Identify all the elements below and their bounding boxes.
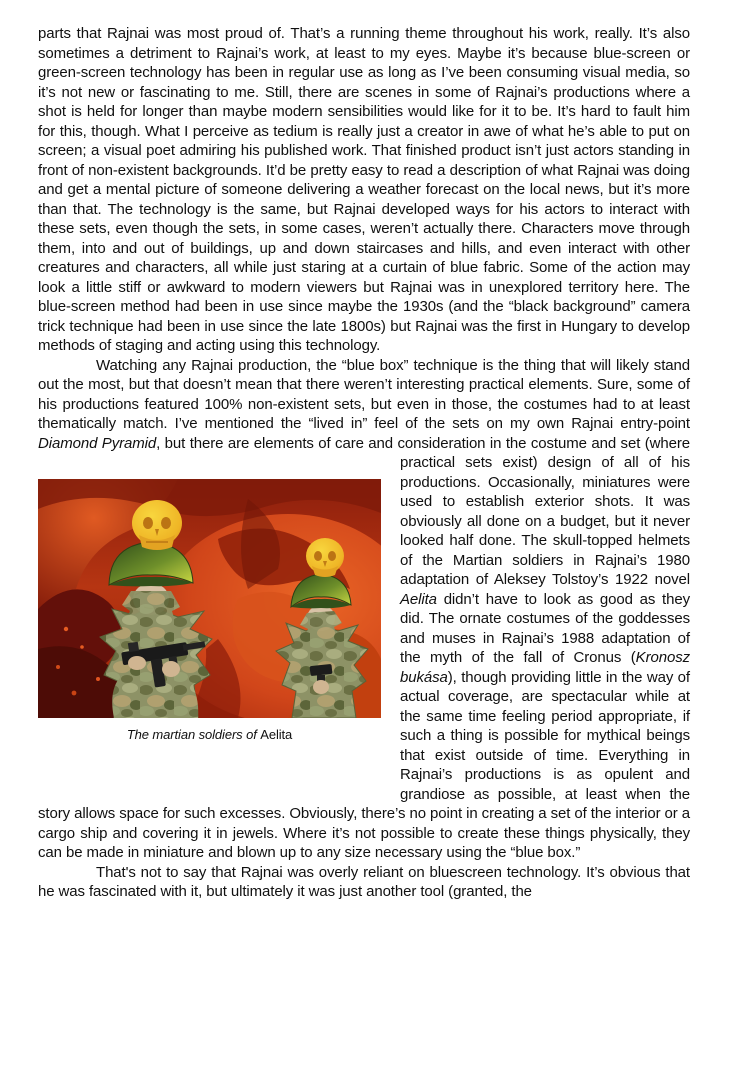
figure-caption bbox=[38, 727, 381, 743]
paragraph-3 bbox=[38, 863, 690, 902]
caption-italic-text: The martian soldiers of bbox=[126, 727, 261, 742]
paragraph-2-text: care and consideration in the costume and set (where practical sets exist) design of all of his productions. Occasionally, miniatures were used to establish exterior shots. It was obviously all done on a budget, but it never looked half done. The skull-topped helmets of the Martian soldiers in Rajnai’s 1980 adaptation of Aleksey Tolstoy’s 1922 novel bbox=[335, 434, 690, 588]
paragraph-2-text: ), though providing little in the way of actual coverage, are spectacular while at the same time feeling period appropriate, if such a thing is possible for mythical beings that exist outside of time. Everything in Rajnai’s productions is as opulent and grandiose as possible, at least when the story allows space for such excesses. Obviously, there’s no point in creating a set of the interior or a cargo ship and covering it in jewels. Where it’s not possible to create these things physically, they can be made in miniature and blown up to any size necessary using the “blue box.” bbox=[38, 668, 690, 861]
paragraph-3-text: That's not to say that Rajnai was overly reliant on bluescreen technology. It’s obvious that he was fascinated with it, but ultimately it was just another tool (granted, the bbox=[38, 863, 690, 900]
title-diamond-pyramid: Diamond Pyramid bbox=[38, 434, 157, 452]
paragraph-1 bbox=[38, 24, 690, 356]
article-body bbox=[38, 24, 690, 902]
paragraph-2 bbox=[38, 356, 690, 863]
paragraph-2-text: didn’t have to look as good as they did. The ornate costumes of the goddesses and muses in Rajnai’s 1988 adaptation of the myth of the fall of Cronus ( bbox=[400, 590, 690, 666]
paragraph-2-text: Watching any Rajnai production, the “blue box” technique is the thing that will likely stand out the most, but that doesn’t mean that there weren’t interesting practical elements. Sure, some of his productions featured 100% non-existent sets, but even in those, the costumes had to at least thematically match. I’ve mentioned the “lived in” feel of the sets on my own Rajnai entry-point bbox=[38, 356, 690, 432]
martian-soldiers-illustration bbox=[38, 479, 381, 718]
paragraph-1-text: parts that Rajnai was most proud of. That’s a running theme throughout his work, really. It’s also sometimes a detriment to Rajnai’s work, at least to my eyes. Maybe it’s because blue-screen or green-screen technology has been in regular use as long as I’ve been consuming visual media, so it’s not new or fascinating to me. Still, there are scenes in some of Rajnai’s productions where a shot is held for longer than maybe modern sensibilities would like for it to be. It’s hard to fault him for this, though. What I perceive as tedium is really just a creator in awe of what he’s able to put on screen; a visual poet admiring his published work. That finished product isn’t just actors standing in front of non-existent backgrounds. It’d be pretty easy to read a description of what Rajnai was doing and get a mental picture of someone delivering a weather forecast on the local news, but it’s more than that. The technology is the same, but Rajnai developed ways for his actors to interact with these sets, even though the sets, in some cases, weren’t actually there. Characters move through them, into and out of buildings, up and down staircases and hills, and even interact with other creatures and characters, all while just staring at a curtain of blue fabric. Some of the action may look a little stiff or awkward to modern viewers but Rajnai was in unexplored territory here. The blue-screen method had been in use since maybe the 1930s (and the “black background” camera trick technique had been in use since the late 1800s) but Rajnai was the first in Hungary to develop methods of staging and acting using this technology. bbox=[38, 25, 690, 354]
martian-soldiers-image bbox=[38, 479, 381, 718]
caption-title-aelita: Aelita bbox=[260, 727, 293, 742]
figure-martian-soldiers bbox=[38, 479, 381, 743]
title-kronosz-bukasa: Kronosz bukása bbox=[400, 649, 690, 686]
title-aelita: Aelita bbox=[400, 590, 437, 608]
paragraph-2-text: , but there are elements of bbox=[156, 434, 336, 452]
